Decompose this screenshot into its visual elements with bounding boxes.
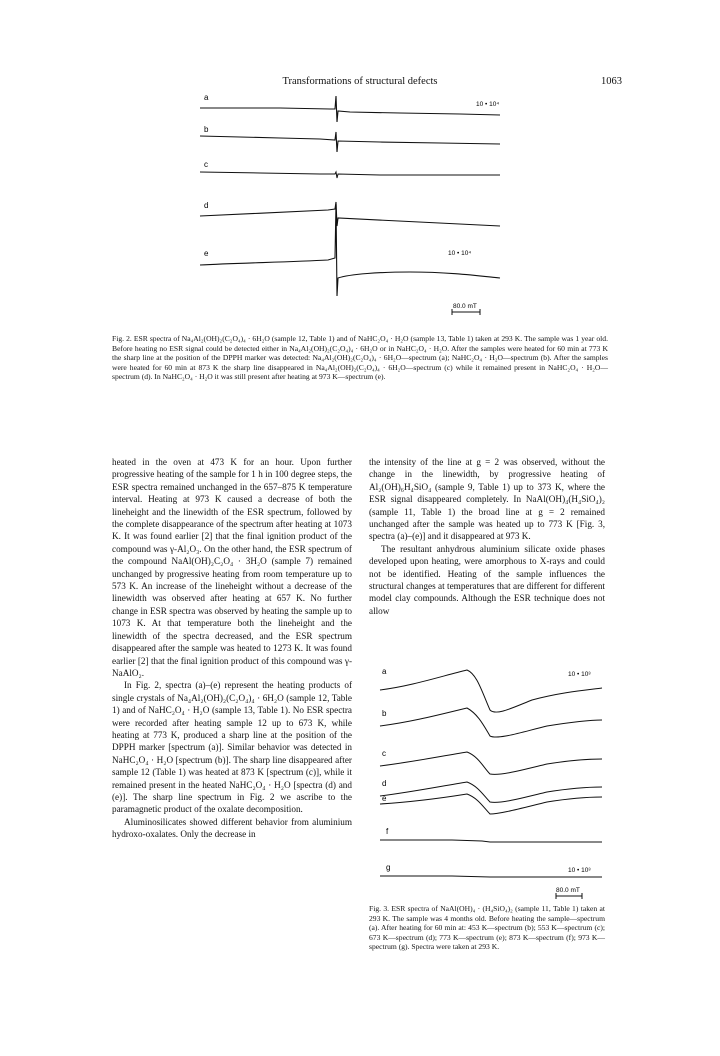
fig3-label-f: f [386,827,389,836]
fig2-gain-e: 10 • 10⁴ [448,250,472,257]
fig3-gain-a: 10 • 10³ [568,671,591,678]
fig2-label-e: e [204,249,209,258]
page-number: 1063 [601,76,622,87]
fig3-trace-f [380,840,602,842]
figure-3 [372,664,608,905]
fig2-trace-a [200,96,500,122]
figure-2 [180,92,510,323]
fig3-label-d: d [382,779,387,788]
figure-3-caption: Fig. 3. ESR spectra of NaAl(OH)₄ · (H₄SiO₄)₂ (sample 11, Table 1) taken at 293 K. The sample was 4 months old. Before heating the sample—spectrum (a). After heating for 60 min at: 453 K—spectrum (b); 553 K—spectrum (c); 673 K—spectrum (d); 773 K—spectrum (e); 873 K—spectrum (f); 973 K—spectrum (g). Spectra were taken at 293 K. [369,904,605,952]
fig2-label-b: b [204,125,209,134]
fig2-trace-c [200,172,500,178]
body-paragraph: heated in the oven at 473 K for an hour. Upon further progressive heating of the sample for 1 h in 100 degree steps, the ESR spectra remained unchanged in the 657–875 K temperature interval. Heating at 973 K caused a decrease of both the lineheight and the linewidth of the ESR spectrum, followed by the complete disappearance of the spectrum after heating at 1073 K. It was found earlier [2] that the final ignition product of the compound was γ-Al₂O₃. On the other hand, the ESR spectrum of the compound NaAl(OH)₂C₂O₄ · 3H₂O (sample 7) remained unchanged by progressive heating from room temperature up to 573 K. An increase of the lineheight without a decrease of the linewidth was observed after heating at 657 K. No further change in ESR spectra was observed by heating the sample up to 1073 K. At that temperature both the lineheight and the linewidth of the spectra decreased, and the ESR spectrum disappeared after the sample was heated to 1273 K. It was found earlier [2] that the final ignition product of this compound was γ-NaAlO₂. [112,457,352,678]
fig2-label-d: d [204,201,209,210]
fig3-label-a: a [382,667,387,676]
body-left-column [112,456,352,1046]
fig2-scale-label: 80.0 mT [453,303,477,310]
fig3-label-c: c [382,749,386,758]
body-paragraph: The resultant anhydrous aluminium silicate oxide phases developed upon heating, were amorphous to X-rays and could not be identified. Heating of the sample influences the structural changes at temperatures that are different for different model clay compounds. Although the ESR technique does not allow [369,543,605,616]
fig2-trace-b [200,132,500,152]
running-head [0,76,720,92]
fig3-gain-g: 10 • 10³ [568,867,591,874]
fig3-trace-b [380,708,602,737]
body-paragraph: the intensity of the line at g = 2 was observed, without the change in the linewidth, by progressive heating of Al₂(OH)₆H₄SiO₄ (sample 9, Table 1) up to 373 K, where the ESR signal disappeared completely. In NaAl(OH)₄(H₄SiO₄)₂ (sample 11, Table 1) the broad line at g = 2 remained unchanged after the sample was heated up to 773 K [Fig. 3, spectra (a)–(e)] and it disappeared at 973 K. [369,457,605,542]
fig2-gain-a: 10 • 10⁴ [476,101,500,108]
body-paragraph: Aluminosilicates showed different behavior from aluminium hydroxo-oxalates. Only the decrease in [112,816,352,840]
fig3-label-e: e [382,794,387,803]
fig3-scale-label: 80.0 mT [556,887,580,894]
fig3-label-g: g [386,863,391,872]
body-right-column [369,456,605,616]
fig2-label-c: c [204,160,208,169]
fig3-label-b: b [382,709,387,718]
fig3-trace-g [380,876,602,877]
fig2-trace-d [200,202,500,226]
figure-3-spectra [372,664,608,900]
figure-2-caption: Fig. 2. ESR spectra of Na₄Al₂(OH)₂(C₂O₄)₄ · 6H₂O (sample 12, Table 1) and of NaHC₂O₄ · H₂O (sample 13, Table 1) taken at 293 K. The sample was 1 year old. Before heating no ESR signal could be detected either in Na₄Al₂(OH)₂(C₂O₄)₄ · 6H₂O or in NaHC₂O₄ · H₂O. After the samples were heated for 60 min at 773 K the sharp line at the position of the DPPH marker was detected: Na₄Al₂(OH)₂(C₂O₄)₄ · 6H₂O—spectrum (a); NaHC₂O₄ · H₂O—spectrum (b). After the samples were heated for 60 min at 873 K the sharp line disappeared in Na₄Al₂(OH)₂(C₂O₄)₄ · 6H₂O—spectrum (c) while it remained present in NaHC₂O₄ · H₂O—spectrum (d). In NaHC₂O₄ · H₂O it was still present after heating at 973 K—spectrum (e). [112,334,608,382]
figure-2-spectra [180,92,510,318]
running-title: Transformations of structural defects [282,76,438,87]
body-paragraph: In Fig. 2, spectra (a)–(e) represent the heating products of single crystals of Na₄Al₂(OH)₂(C₂O₄)₄ · 6H₂O (sample 12, Table 1) and of NaHC₂O₄ · H₂O (sample 13, Table 1). No ESR spectra were recorded after heating sample 12 up to 673 K, while heating at 773 K, produced a sharp line at the position of the DPPH marker [spectrum (a)]. Similar behavior was detected in NaHC₂O₄ · H₂O [spectrum (b)]. The sharp line disappeared after sample 12 (Table 1) was heated at 873 K [spectrum (c)], while it remained present in the heated NaHC₂O₄ · H₂O [spectra (d) and (e)]. The sharp line spectrum in Fig. 2 we ascribe to the paramagnetic product of the oxalate decomposition. [112,680,352,815]
fig3-trace-e [380,794,602,814]
fig2-label-a: a [204,93,209,102]
fig3-trace-c [380,752,602,774]
